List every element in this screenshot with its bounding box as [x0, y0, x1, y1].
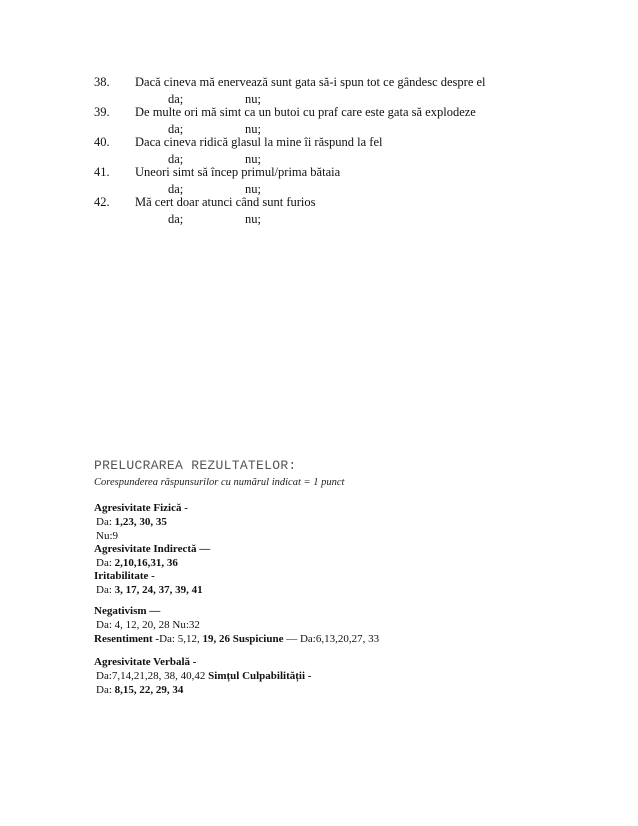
iritabilitate-da-values: 3, 17, 24, 37, 39, 41 [114, 584, 203, 596]
question-text: De multe ori mă simt ca un butoi cu praf care este gata să explodeze [135, 105, 476, 119]
da-label: Da: [96, 516, 115, 528]
fizica-da-values: 1,23, 30, 35 [114, 516, 167, 528]
question-number: 39. [94, 105, 110, 119]
answer-yes[interactable]: da; [168, 152, 184, 166]
fizica-title: Agresivitate Fizică - [94, 502, 188, 514]
verbala-culpabilitate-line [96, 670, 311, 682]
da-label: Da: [96, 557, 115, 569]
answer-no[interactable]: nu; [245, 212, 261, 226]
negativism-title: Negativism — [94, 605, 161, 617]
culpabilitate-title: Simțul Culpabilității - [208, 670, 312, 682]
question-number: 41. [94, 165, 110, 179]
resentiment-da-plain: 5,12, [177, 633, 203, 645]
answer-yes[interactable]: da; [168, 92, 184, 106]
results-heading: PRELUCRAREA REZULTATELOR: [94, 458, 297, 473]
verbala-title: Agresivitate Verbală - [94, 656, 197, 668]
indirecta-title: Agresivitate Indirectă — [94, 543, 211, 555]
fizica-da [96, 516, 167, 528]
da-label: Da: [159, 633, 178, 645]
answer-no[interactable]: nu; [245, 152, 261, 166]
culpabilitate-da-values: 8,15, 22, 29, 34 [114, 684, 184, 696]
question-text: Dacă cineva mă enervează sunt gata să-i spun tot ce gândesc despre el [135, 75, 486, 89]
resentiment-title: Resentiment - [94, 633, 160, 645]
iritabilitate-title: Iritabilitate - [94, 570, 155, 582]
culpabilitate-da [96, 684, 183, 696]
question-text: Daca cineva ridică glasul la mine îi răspund la fel [135, 135, 383, 149]
answer-yes[interactable]: da; [168, 122, 184, 136]
results-subtitle: Corespunderea răspunsurilor cu numărul indicat = 1 punct [94, 477, 345, 488]
answer-yes[interactable]: da; [168, 182, 184, 196]
question-number: 40. [94, 135, 110, 149]
question-text: Uneori simt să încep primul/prima bătaia [135, 165, 341, 179]
da-label: Da: [96, 684, 115, 696]
question-text: Mă cert doar atunci când sunt furios [135, 195, 316, 209]
resentiment-suspiciune-line [94, 633, 379, 645]
suspiciune-title: Suspiciune [229, 633, 284, 645]
da-label: Da: [96, 584, 115, 596]
resentiment-da-bold: 19, 26 [202, 633, 230, 645]
question-number: 42. [94, 195, 110, 209]
iritabilitate-da [96, 584, 203, 596]
indirecta-da-values: 2,10,16,31, 36 [114, 557, 178, 569]
verbala-values: Da:7,14,21,28, 38, 40,42 [96, 670, 209, 682]
answer-yes[interactable]: da; [168, 212, 184, 226]
answer-no[interactable]: nu; [245, 92, 261, 106]
answer-no[interactable]: nu; [245, 182, 261, 196]
negativism-values: Da: 4, 12, 20, 28 Nu:32 [96, 619, 200, 631]
question-number: 38. [94, 75, 110, 89]
indirecta-da [96, 557, 178, 569]
suspiciune-values: — Da:6,13,20,27, 33 [283, 633, 380, 645]
fizica-nu: Nu:9 [96, 530, 118, 542]
answer-no[interactable]: nu; [245, 122, 261, 136]
